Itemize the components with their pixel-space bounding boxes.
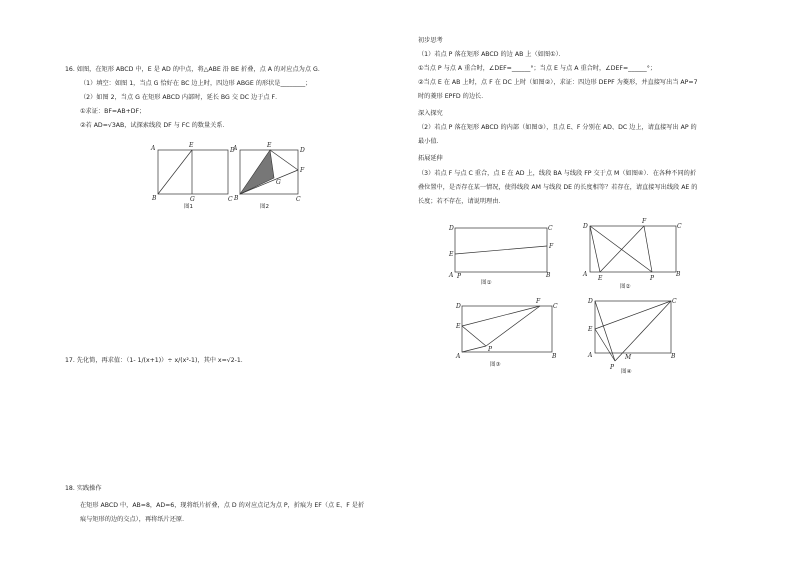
fig-c3-label-c: C: [553, 303, 558, 310]
fig-c2-label-f: F: [642, 218, 647, 225]
q18-title: 18. 实践操作: [65, 485, 102, 492]
fig1-label-a: A: [151, 145, 156, 152]
q16-stem: 16. 如图，在矩形 ABCD 中，E 是 AD 的中点，将△ABE 沿 BE 折叠，点 A 的对应点为点 G．: [65, 66, 325, 73]
fig-c2-rectangle: [590, 226, 676, 272]
fig-c2-label-b: B: [676, 271, 681, 278]
section-extend-title: 拓展延伸: [418, 155, 443, 162]
fig-c4-crease-ec: [595, 301, 671, 329]
r-line-5: （2）若点 P 落在矩形 ABCD 的内部（如图③），且点 E、F 分别在 AD、DC 边上，请直接写出 AP 的: [418, 124, 697, 131]
fig2-label-f: F: [300, 167, 305, 174]
q18-line1: 在矩形 ABCD 中，AB=8，AD=6，现将纸片折叠，点 D 的对应点记为点 P，折痕为 EF（点 E、F 是折: [80, 502, 365, 509]
fig-c1-label-b: B: [546, 272, 551, 279]
fig-c4-label-e: E: [588, 326, 593, 333]
fig1-label-b: B: [152, 195, 157, 202]
fig-c4-label-d: D: [588, 298, 593, 305]
q16-sub1: ①求证：BF=AB+DF；: [80, 108, 146, 115]
fig2-label-g: G: [276, 179, 281, 186]
fig2-folded-triangle: [240, 150, 274, 194]
fig-c2-label-a: A: [583, 271, 588, 278]
fig-c4-label-b: B: [671, 353, 676, 360]
fig2-segment-ef: [270, 150, 298, 170]
fig-c2-label-p: P: [650, 275, 655, 282]
figure-2: [230, 140, 310, 210]
fig2-label-b: B: [234, 195, 239, 202]
fig-c4-segment-pc: [615, 301, 671, 361]
section-preliminary-title: 初步思考: [418, 37, 443, 44]
r-line-8: 叠位置中，是否存在某一情况，使得线段 AM 与线段 DE 的长度相等？若存在，请直接写出线段 AE 的: [418, 184, 698, 191]
r-line-9: 长度；若不存在，请说明理由．: [418, 198, 505, 205]
fig-c3-caption: 图③: [490, 362, 501, 368]
fig-c4-caption: 图④: [621, 369, 632, 375]
q16-part1: （1）填空：如图 1，当点 G 恰好在 BC 边上时，四边形 ABGE 的形状是________；: [80, 80, 312, 87]
fig-c2-segment-fp: [644, 226, 652, 272]
fig2-caption: 图2: [260, 204, 269, 210]
q16-sub2: ②若 AD=√3AB，试探索线段 DF 与 FC 的数量关系．: [80, 122, 229, 129]
fig-c4-label-c: C: [672, 298, 677, 305]
fig-c3-segment-ep: [462, 326, 486, 346]
fig-c3-crease-ef: [462, 306, 540, 326]
fig-c2-label-d: D: [583, 223, 588, 230]
figure-1: [148, 140, 238, 210]
r-line-6: 最小值．: [418, 138, 443, 145]
fig-c4-label-m: M: [625, 354, 632, 361]
fig-c4-rectangle: [595, 301, 671, 353]
fig1-rectangle: [158, 150, 228, 194]
fig1-label-c: C: [228, 196, 233, 203]
figure-circled-1: [445, 220, 555, 290]
fig-c1-label-a: A: [449, 272, 454, 279]
fig-c2-segment-dp: [590, 226, 652, 272]
r-line-2: ①当点 P 与点 A 重合时，∠DEF=______°；当点 E 与点 A 重合时，∠DEF=______°；: [418, 65, 657, 72]
fig-c1-label-f: F: [549, 243, 554, 250]
fig1-segment-be: [158, 150, 192, 194]
fig-c4-label-a: A: [588, 352, 593, 359]
fig1-label-g: G: [190, 196, 195, 203]
r-line-4: 时的菱形 EPFD 的边长．: [418, 93, 488, 100]
fig-c2-label-e: E: [598, 275, 603, 282]
fig-c2-caption: 图②: [620, 284, 631, 290]
fig-c2-segment-ef: [600, 226, 644, 272]
fig-c3-rectangle: [462, 306, 552, 352]
section-deep-title: 深入探究: [418, 110, 443, 117]
fig1-label-e: E: [189, 142, 194, 149]
fig-c3-label-d: D: [456, 303, 461, 310]
fig-c1-caption: 图①: [481, 280, 492, 286]
fig-c4-segment-ep: [595, 329, 615, 361]
fig-c3-label-b: B: [552, 353, 557, 360]
r-line-7: （3）若点 F 与点 C 重合，点 E 在 AD 上，线段 BA 与线段 FP 交于点 M（如图④）．在各种不同的折: [418, 170, 697, 177]
fig-c3-label-f: F: [536, 298, 541, 305]
fig-c1-label-d: D: [449, 225, 454, 232]
fig-c2-label-c: C: [677, 223, 682, 230]
fig-c1-label-c: C: [548, 225, 553, 232]
fig2-label-d: D: [300, 147, 305, 154]
fig-c3-segment-pf: [486, 306, 540, 346]
fig-c1-label-p: P: [457, 273, 462, 280]
fig2-label-a: A: [233, 145, 238, 152]
fig2-label-c: C: [296, 196, 301, 203]
figure-circled-2: [580, 218, 690, 290]
fig-c1-label-e: E: [449, 251, 454, 258]
fig-c3-segment-ap: [462, 346, 486, 352]
fig-c3-label-a: A: [456, 353, 461, 360]
r-line-3: ②当点 E 在 AB 上时，点 F 在 DC 上时（如图②），求证：四边形 DEPF 为菱形，并直接写出当 AP=7: [418, 79, 698, 86]
fig-c1-crease-ef: [455, 246, 547, 254]
q16-part2: （2）如图 2，当点 G 在矩形 ABCD 内部时，延长 BG 交 DC 边于点 F．: [80, 94, 282, 101]
q18-line2: 痕与矩形的边的交点），再将纸片还原．: [80, 516, 189, 523]
r-line-1: （1）若点 P 落在矩形 ABCD 的边 AB 上（如图①）．: [418, 51, 565, 58]
question-17: 17. 先化简，再求值：（1- 1/(x+1)）÷ x/(x²-1)，其中 x=√2-1．: [65, 357, 247, 364]
figure-circled-4: [585, 293, 685, 375]
fig-c3-label-p: P: [488, 346, 493, 353]
fig-c3-label-e: E: [456, 323, 461, 330]
fig-c4-label-p: P: [610, 364, 615, 371]
figure-circled-3: [452, 296, 562, 370]
fig-c2-segment-de: [590, 226, 600, 272]
fig2-label-e: E: [267, 142, 272, 149]
fig1-label-d: D: [230, 147, 235, 154]
fig1-caption: 图1: [184, 204, 193, 210]
fig-c4-segment-dp: [595, 301, 615, 361]
